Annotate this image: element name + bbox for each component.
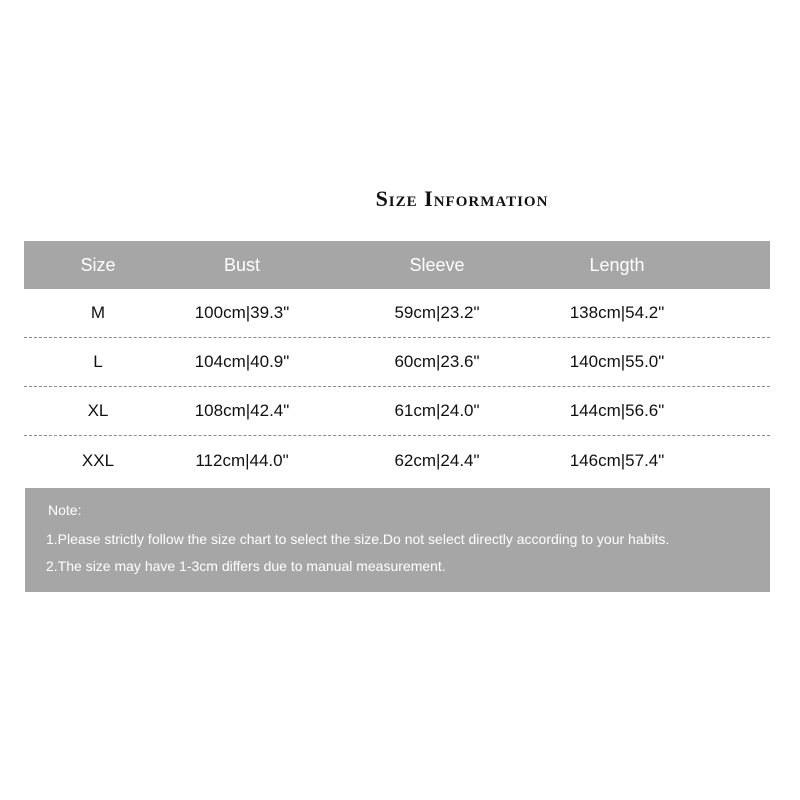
header-bust: Bust [223,254,261,275]
table-row [24,387,770,436]
size-cell: XL [87,401,109,420]
length-cell: 140cm|55.0" [569,352,665,371]
size-cell: XXL [81,450,115,470]
bust-cell: 108cm|42.4" [194,401,290,420]
bust-cell: 104cm|40.9" [194,352,290,371]
header-length: Length [589,254,645,275]
note-box [25,488,770,592]
table-header-row [24,241,770,289]
bust-cell: 112cm|44.0" [195,450,289,470]
table-row [24,338,770,387]
length-cell: 144cm|56.6" [569,401,665,420]
sleeve-cell: 62cm|24.4" [394,450,480,470]
note-heading: Note: [48,502,82,518]
size-table [24,241,770,485]
note-line-1: 1.Please strictly follow the size chart to select the size.Do not select directly according to your habits. [46,531,670,547]
length-cell: 138cm|54.2" [569,303,665,322]
table-row [24,436,770,485]
table-row [24,289,770,338]
size-cell: L [93,352,103,371]
header-size: Size [80,254,116,275]
header-sleeve: Sleeve [409,254,465,275]
length-cell: 146cm|57.4" [569,450,665,470]
sleeve-cell: 61cm|24.0" [394,401,480,420]
note-line-2: 2.The size may have 1-3cm differs due to manual measurement. [46,558,446,574]
sleeve-cell: 59cm|23.2" [394,303,480,322]
bust-cell: 100cm|39.3" [194,303,290,322]
sleeve-cell: 60cm|23.6" [394,352,480,371]
page-title: Size Information [375,186,549,211]
size-cell: M [90,303,106,322]
